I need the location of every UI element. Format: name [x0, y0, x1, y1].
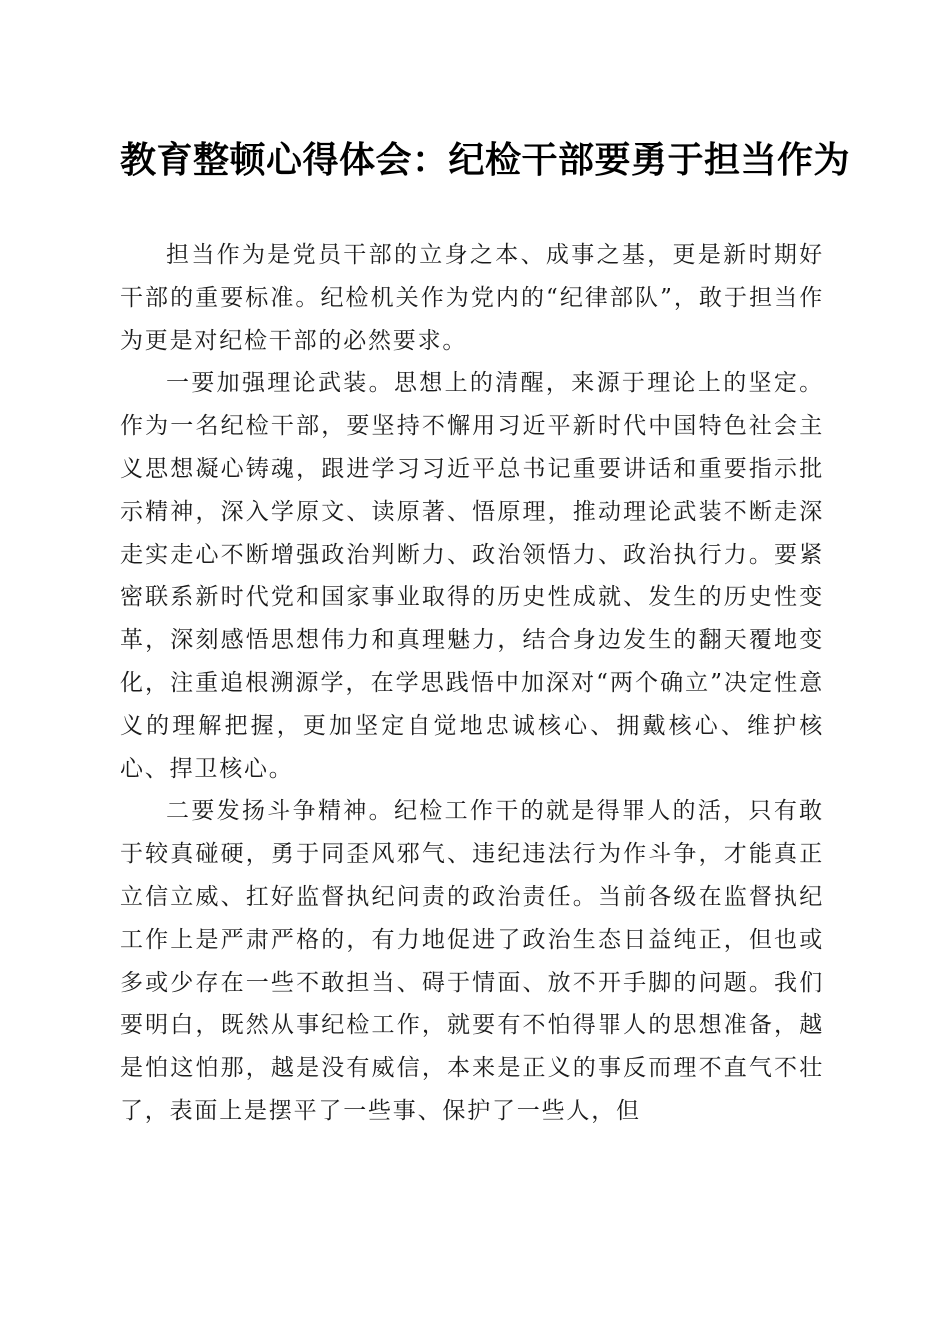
document-body: [120, 234, 824, 1133]
paragraph-intro: 担当作为是党员干部的立身之本、成事之基，更是新时期好干部的重要标准。纪检机关作为党内的“纪律部队”，敢于担当作为更是对纪检干部的必然要求。: [120, 242, 824, 354]
document-title: 教育整顿心得体会：纪检干部要勇于担当作为: [120, 139, 851, 181]
paragraph-theory: 一要加强理论武装。思想上的清醒，来源于理论上的坚定。作为一名纪检干部，要坚持不懈用习近平新时代中国特色社会主义思想凝心铸魂，跟进学习习近平总书记重要讲话和重要指示批示精神，深入学原文、读原著、悟原理，推动理论武装不断走深走实走心不断增强政治判断力、政治领悟力、政治执行力。要紧密联系新时代党和国家事业取得的历史性成就、发生的历史性变革，深刻感悟思想伟力和真理魅力，结合身边发生的翻天覆地变化，注重追根溯源学，在学思践悟中加深对“两个确立”决定性意义的理解把握，更加坚定自觉地忠诚核心、拥戴核心、维护核心、捍卫核心。: [120, 370, 824, 782]
paragraph-struggle: 二要发扬斗争精神。纪检工作干的就是得罪人的活，只有敢于较真碰硬，勇于同歪风邪气、违纪违法行为作斗争，才能真正立信立威、扛好监督执纪问责的政治责任。当前各级在监督执纪工作上是严肃严格的，有力地促进了政治生态日益纯正，但也或多或少存在一些不敢担当、碍于情面、放不开手脚的问题。我们要明白，既然从事纪检工作，就要有不怕得罪人的思想准备，越是怕这怕那，越是没有威信，本来是正义的事反而理不直气不壮了，表面上是摆平了一些事、保护了一些人，但: [120, 798, 824, 1124]
